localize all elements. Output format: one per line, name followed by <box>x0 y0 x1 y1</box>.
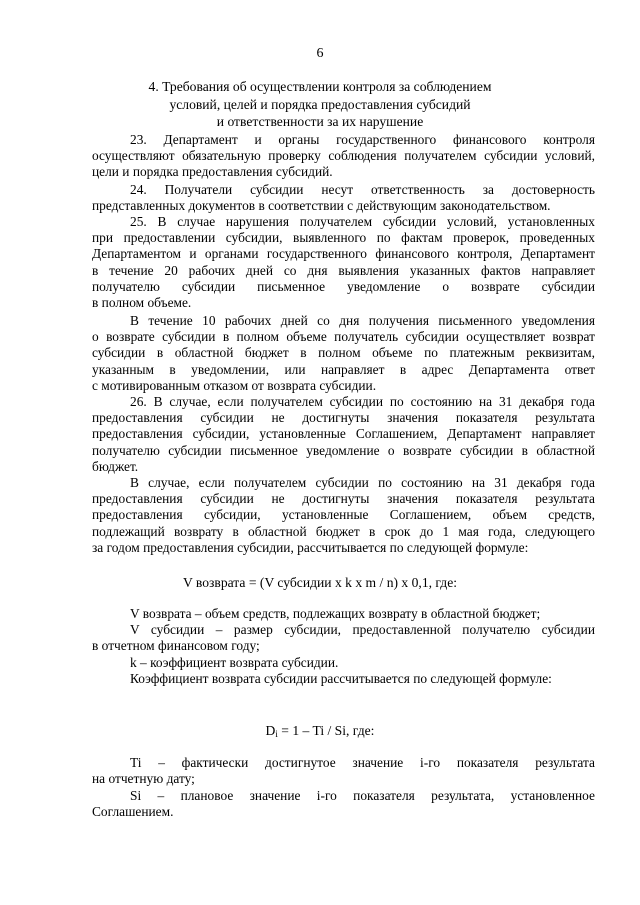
definition-ti <box>92 755 595 787</box>
paragraph-26 <box>92 394 595 475</box>
text-line: Коэффициент возврата субсидии рассчитывается по следующей формуле: <box>130 671 552 686</box>
text-line: 24. Получатели субсидии несут ответственность за достоверность <box>130 182 595 197</box>
text-line: бюджет. <box>92 458 139 474</box>
text-line: В течение 10 рабочих дней со дня получения письменного уведомления <box>130 313 595 328</box>
formula-subscript: i <box>275 729 278 739</box>
text-line: Si – плановое значение i-го показателя результата, установленное <box>130 788 595 803</box>
text-line: предоставления субсидии, установленные Соглашением, объем средств, <box>92 507 595 523</box>
paragraph-26-continued <box>92 475 595 556</box>
formula-return-volume: V возврата = (V субсидии x k x m / n) x 0,1, где: <box>182 575 458 590</box>
text-line: k – коэффициент возврата субсидии. <box>130 655 339 670</box>
text-line: 23. Департамент и органы государственного финансового контроля <box>130 132 595 147</box>
text-line: предоставления субсидии не достигнуты значения показателя результата <box>92 491 595 507</box>
text-line: подлежащий возврату в областной бюджет в срок до 1 мая года, следующего <box>92 523 595 539</box>
text-line: субсидии в областной бюджет в полном объеме по платежным реквизитам, <box>92 345 595 361</box>
text-line: V субсидии – размер субсидии, предоставленной получателю субсидии <box>130 622 595 637</box>
formula-coefficient <box>0 723 640 739</box>
definition-v-subsidy <box>92 622 595 654</box>
heading-line: условий, целей и порядка предоставления субсидий <box>169 96 471 112</box>
text-line: Ti – фактически достигнутое значение i-го показателя результата <box>130 755 595 770</box>
formula-rhs: = 1 – Ti / Si, где: <box>277 723 375 738</box>
formula-lhs: D <box>265 723 276 738</box>
text-line: о возврате субсидии в полном объеме получатель субсидии осуществляет возврат <box>92 329 595 345</box>
text-line: Соглашением. <box>92 804 174 820</box>
text-line: Департаментом и органами государственного финансового контроля, Департамент <box>92 246 595 262</box>
text-line: указанным в уведомлении, или направляет в адрес Департамента ответ <box>92 361 595 377</box>
paragraph-25-continued <box>92 313 595 394</box>
definition-v-return <box>92 606 595 622</box>
text-line: получателю субсидии письменное уведомление о возврате субсидии <box>92 278 595 294</box>
text-line: предоставления субсидии, установленные Соглашением, Департамент направляет <box>92 426 595 442</box>
heading-line: и ответственности за их нарушение <box>216 114 424 129</box>
text-line: за годом предоставления субсидии, рассчитывается по следующей формуле: <box>92 539 529 555</box>
text-line: В случае, если получателем субсидии по состоянию на 31 декабря года <box>130 475 595 490</box>
text-line: в течение 20 рабочих дней со дня выявления указанных фактов направляет <box>92 262 595 278</box>
text-line: 26. В случае, если получателем субсидии по состоянию на 31 декабря года <box>130 394 595 409</box>
page-number: 6 <box>316 46 324 61</box>
text-line: V возврата – объем средств, подлежащих возврату в областной бюджет; <box>130 606 541 621</box>
paragraph-24 <box>92 182 595 214</box>
text-line: 25. В случае нарушения получателем субсидии условий, установленных <box>130 214 595 229</box>
text-line: на отчетную дату; <box>92 771 195 787</box>
section-heading <box>100 78 540 131</box>
paragraph-25 <box>92 214 595 311</box>
definition-si <box>92 788 595 820</box>
definition-k <box>92 655 595 671</box>
text-line: цели и порядка предоставления субсидий. <box>92 164 333 180</box>
text-line: в отчетном финансовом году; <box>92 638 260 654</box>
text-line: осуществляют обязательную проверку соблюдения получателем субсидии условий, <box>92 148 595 164</box>
text-line: с мотивированным отказом от возврата субсидии. <box>92 377 377 393</box>
text-line: при предоставлении субсидии, выявленного по фактам проверок, проведенных <box>92 230 595 246</box>
text-line: предоставления субсидии не достигнуты значения показателя результата <box>92 410 595 426</box>
text-line: в полном объеме. <box>92 294 192 310</box>
coefficient-intro <box>92 671 595 687</box>
text-line: получателю субсидии письменное уведомление о возврате субсидии в областной <box>92 442 595 458</box>
paragraph-23 <box>92 132 595 181</box>
text-line: представленных документов в соответствии с действующим законодательством. <box>92 198 551 214</box>
heading-line: 4. Требования об осуществлении контроля за соблюдением <box>148 79 492 94</box>
